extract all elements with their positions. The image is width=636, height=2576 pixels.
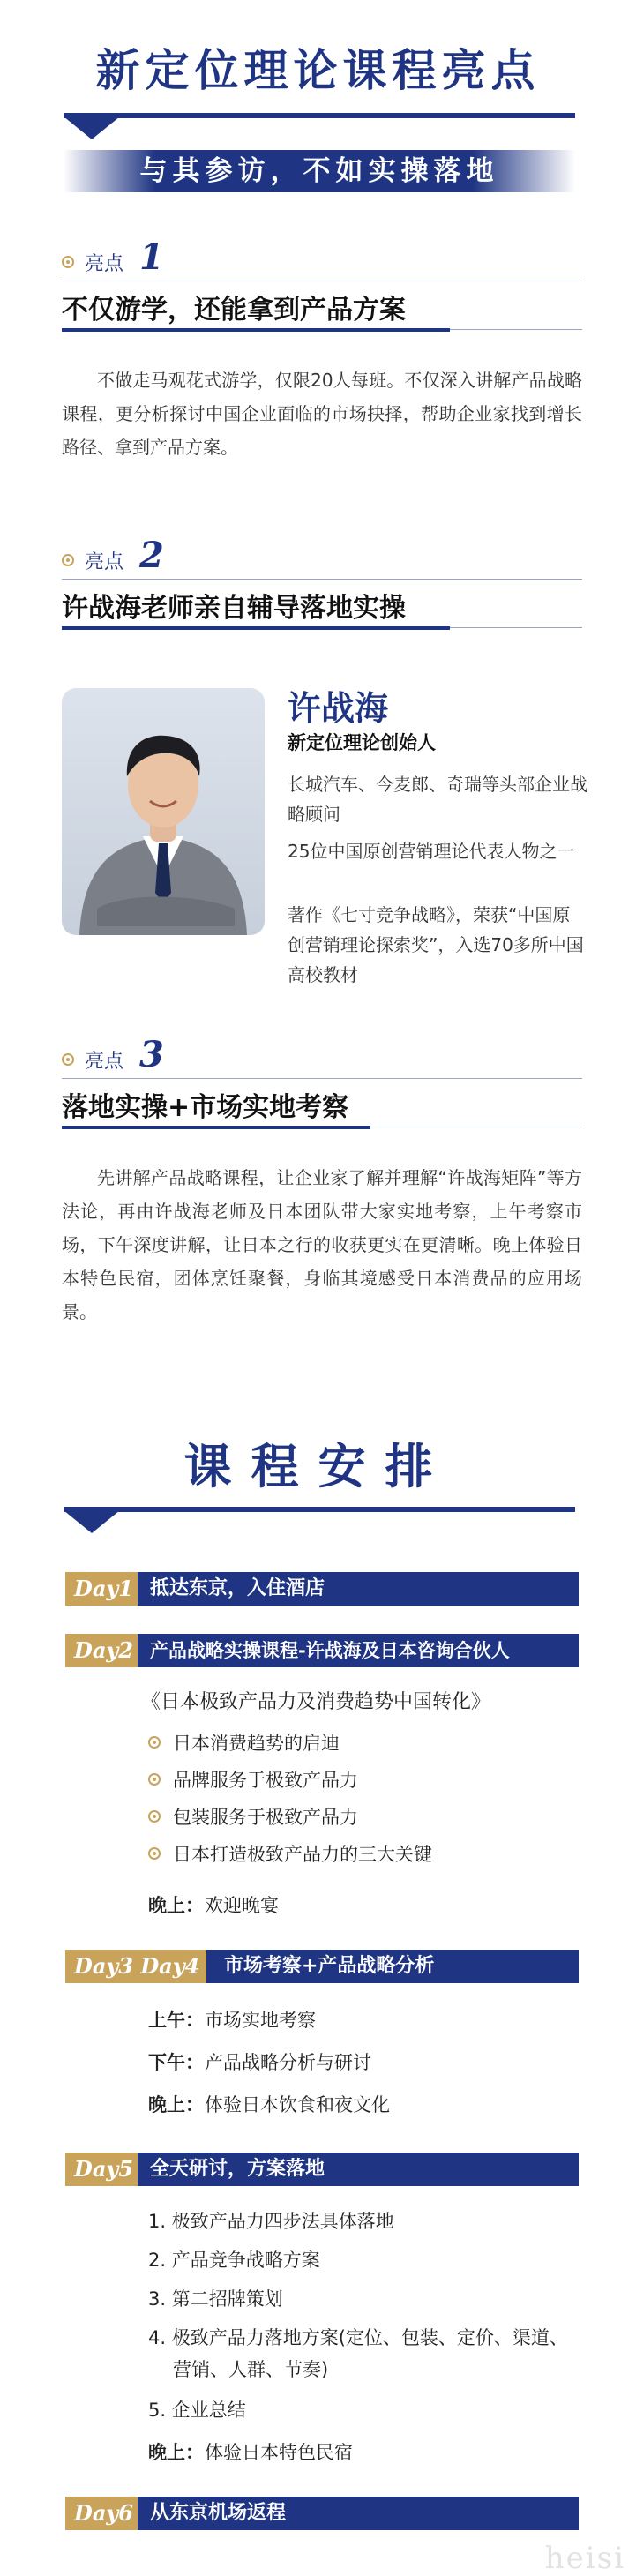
- numbered-item: 5. 企业总结: [148, 2400, 246, 2421]
- day-tag: Day3 Day4: [65, 1950, 206, 1983]
- list-item: 品牌服务于极致产品力: [173, 1770, 358, 1791]
- teacher-credential: 25位中国原创营销理论代表人物之一: [288, 841, 575, 862]
- day-tag: Day5: [65, 2153, 138, 2186]
- teacher-credential: 著作《七寸竞争战略》，荣获“中国原创营销理论探索奖”，入选70多所中国高校教材: [288, 904, 584, 985]
- numbered-item: 2. 产品竞争战略方案: [148, 2250, 320, 2271]
- day-2-bar: [65, 1634, 579, 1667]
- bullet-icon: [62, 256, 74, 268]
- day-title: 全天研讨，方案落地: [150, 2158, 325, 2180]
- divider: [450, 627, 582, 628]
- schedule-text: 市场实地考察: [205, 2010, 316, 2031]
- day-title: 产品战略实操课程-许战海及日本咨询合伙人: [150, 1640, 510, 1661]
- day-5-bar: [65, 2153, 579, 2186]
- highlight-label: 亮点: [85, 253, 124, 275]
- list-item: 包装服务于极致产品力: [173, 1807, 358, 1828]
- watermark: heisi: [544, 2541, 625, 2576]
- schedule-divider: [64, 1507, 575, 1512]
- heading-underline: [62, 328, 450, 332]
- numbered-item-continued: 营销、人群、节奏): [173, 2359, 329, 2380]
- page-title: 新定位理论课程亮点: [95, 45, 541, 96]
- schedule-label: 上午：: [148, 2010, 204, 2031]
- highlight-number: 2: [139, 535, 164, 576]
- teacher-role: 新定位理论创始人: [288, 732, 436, 753]
- schedule-text: 体验日本饮食和夜文化: [205, 2094, 390, 2115]
- schedule-label: 下午：: [148, 2052, 204, 2073]
- highlight-2-heading: 许战海老师亲自辅导落地实操: [62, 593, 406, 624]
- evening-label: 晚上：: [148, 2442, 204, 2463]
- subtitle-banner: 与其参访，不如实操落地: [64, 150, 575, 192]
- teacher-photo: [62, 688, 265, 935]
- teacher-credential: 长城汽车、今麦郎、奇瑞等头部企业战略顾问: [288, 774, 587, 825]
- highlight-3-heading: 落地实操+市场实地考察: [62, 1092, 349, 1123]
- divider: [450, 329, 582, 330]
- schedule-label: 晚上：: [148, 2094, 204, 2115]
- day-tag: Day1: [65, 1572, 138, 1606]
- schedule-divider-notch: [64, 1510, 120, 1533]
- schedule-title: 课程安排: [183, 1439, 453, 1494]
- bullet-icon: [148, 1847, 161, 1860]
- day-tag: Day2: [65, 1634, 138, 1667]
- highlight-number: 3: [139, 1034, 164, 1075]
- bullet-icon: [148, 1773, 161, 1786]
- day-tag: Day6: [65, 2497, 138, 2530]
- day-title: 从东京机场返程: [150, 2502, 287, 2524]
- day-1-bar: [65, 1572, 579, 1606]
- title-divider-notch: [64, 116, 120, 139]
- bullet-icon: [62, 1053, 74, 1066]
- divider: [62, 1078, 582, 1079]
- day-6-bar: [65, 2497, 579, 2530]
- teacher-name: 许战海: [288, 688, 389, 728]
- course-title: 《日本极致产品力及消费趋势中国转化》: [141, 1691, 491, 1713]
- evening-text: 欢迎晚宴: [205, 1895, 279, 1916]
- list-item: 日本消费趋势的启迪: [173, 1733, 340, 1754]
- highlight-label: 亮点: [85, 551, 124, 573]
- evening-text: 体验日本特色民宿: [205, 2442, 353, 2463]
- numbered-item: 4. 极致产品力落地方案(定位、包装、定价、渠道、: [148, 2327, 568, 2348]
- bullet-icon: [148, 1736, 161, 1749]
- highlight-3-text: 先讲解产品战略课程，让企业家了解并理解“许战海矩阵”等方法论，再由许战海老师及日本团队带大家实地考察，上午考察市场，下午深度讲解，让日本之行的收获更实在更清晰。晚上体验日本特色民宿，团体烹饪聚餐，身临其境感受日本消费品的应用场景。: [62, 1167, 582, 1322]
- highlight-1-heading: 不仅游学，还能拿到产品方案: [62, 295, 406, 326]
- numbered-item: 3. 第二招牌策划: [148, 2288, 283, 2310]
- heading-underline: [62, 1126, 370, 1129]
- day-title: 抵达东京，入住酒店: [150, 1577, 325, 1599]
- heading-underline: [62, 626, 450, 630]
- highlight-1-text: 不做走马观花式游学，仅限20人每班。不仅深入讲解产品战略课程，更分析探讨中国企业面临的市场抉择，帮助企业家找到增长路径、拿到产品方案。: [62, 370, 582, 458]
- schedule-text: 产品战略分析与研讨: [205, 2052, 371, 2073]
- day-3-4-bar: [65, 1950, 579, 1983]
- highlight-label: 亮点: [85, 1051, 124, 1073]
- list-item: 日本打造极致产品力的三大关键: [173, 1844, 432, 1865]
- bullet-icon: [62, 554, 74, 566]
- divider: [62, 579, 582, 580]
- teacher-portrait-icon: [62, 688, 265, 935]
- title-divider: [64, 113, 575, 118]
- bullet-icon: [148, 1810, 161, 1823]
- numbered-item: 1. 极致产品力四步法具体落地: [148, 2211, 394, 2232]
- day-title: 市场考察+产品战略分析: [224, 1955, 435, 1977]
- highlight-number: 1: [139, 236, 164, 278]
- evening-label: 晚上：: [148, 1895, 204, 1916]
